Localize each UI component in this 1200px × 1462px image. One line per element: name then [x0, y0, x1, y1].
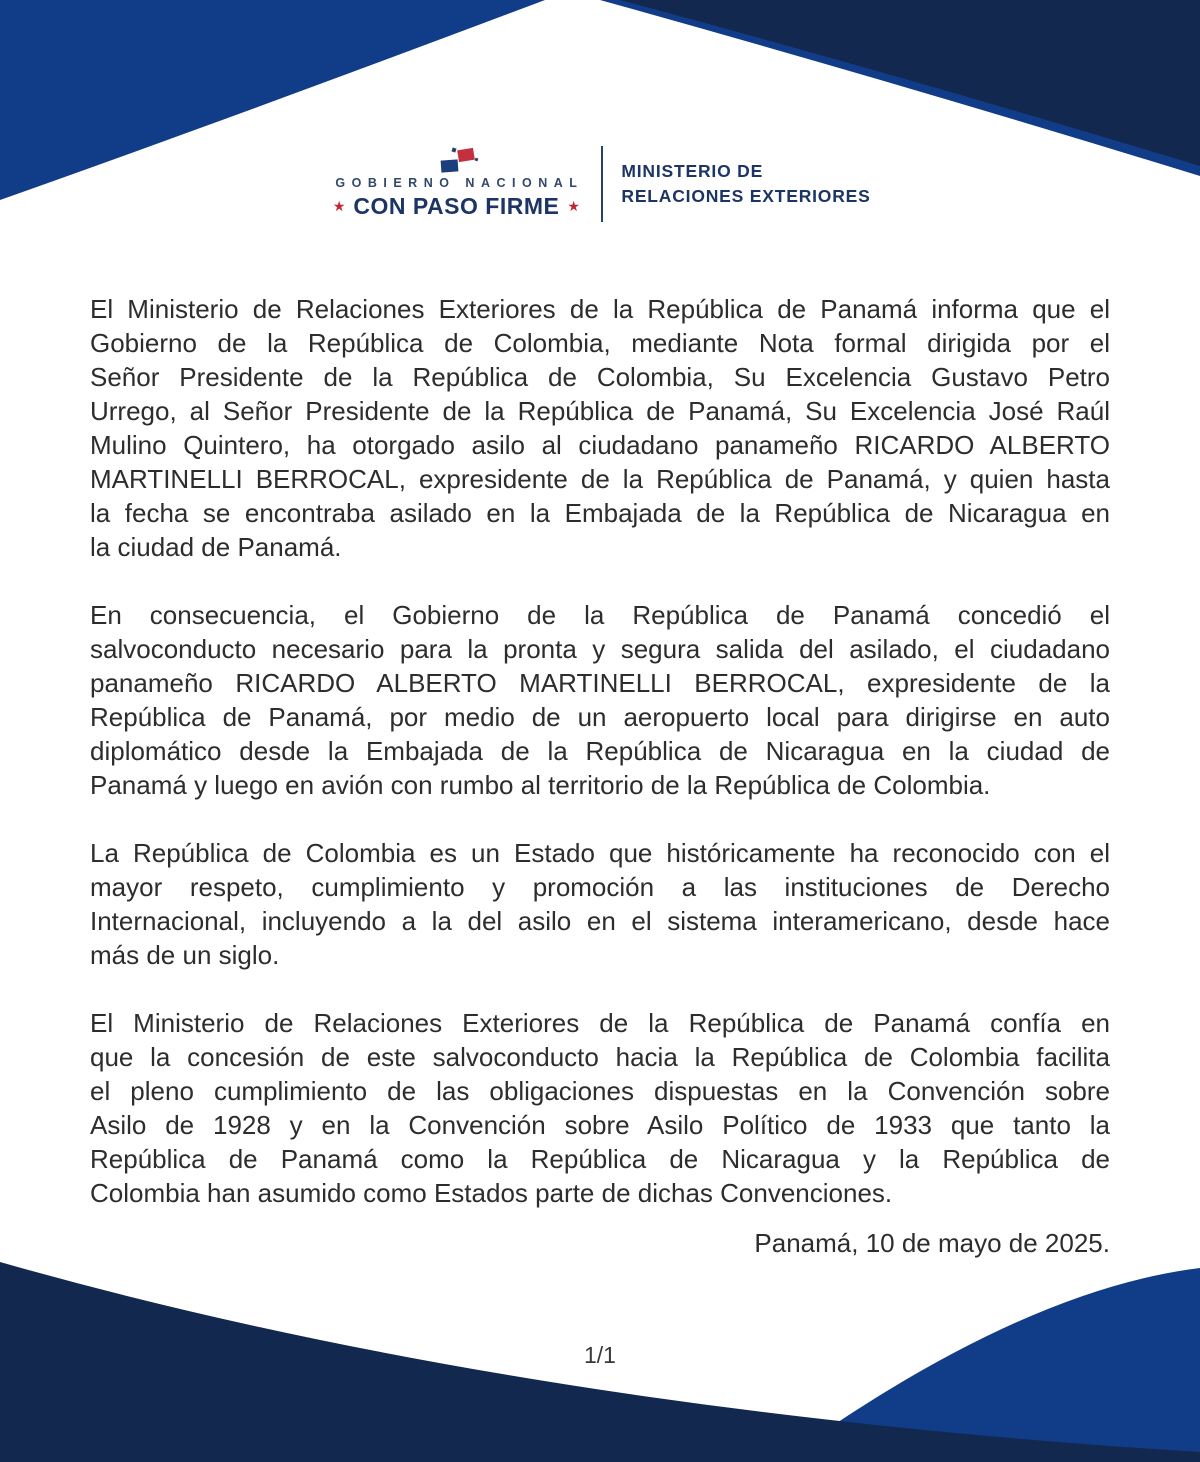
- panama-flag-icon: [432, 148, 480, 174]
- ministry-name: [621, 159, 870, 209]
- ministry-name-line1: MINISTERIO DE: [621, 161, 764, 181]
- dateline: Panamá, 10 de mayo de 2025.: [754, 1228, 1110, 1258]
- paragraph-line: Panamá y luego en avión con rumbo al territorio de la República de Colombia.: [90, 770, 991, 800]
- paragraph: [90, 836, 1110, 972]
- star-icon: ★: [567, 198, 580, 214]
- paragraph-line: más de un siglo.: [90, 940, 280, 970]
- paragraph-line: En consecuencia, el Gobierno de la República de Panamá concedió el: [90, 600, 1110, 630]
- paragraph-line: salvoconducto necesario para la pronta y segura salida del asilado, el ciudadano: [90, 634, 1110, 664]
- paragraph-line: Urrego, al Señor Presidente de la República de Panamá, Su Excelencia José Raúl: [90, 396, 1110, 426]
- government-logo: [329, 148, 583, 220]
- flag-blue-square: [441, 159, 459, 172]
- letterhead-divider: [601, 146, 603, 222]
- paragraph-line: el pleno cumplimiento de las obligaciones dispuestas en la Convención sobre: [90, 1076, 1110, 1106]
- paragraph-line: Asilo de 1928 y en la Convención sobre Asilo Político de 1933 que tanto la: [90, 1110, 1110, 1140]
- paragraph: [90, 598, 1110, 802]
- paragraph-line: Mulino Quintero, ha otorgado asilo al ciudadano panameño RICARDO ALBERTO: [90, 430, 1110, 460]
- flag-red-square: [458, 148, 476, 162]
- document-body: [90, 292, 1110, 1260]
- ministry-letterhead: [0, 146, 1200, 222]
- paragraph-line: El Ministerio de Relaciones Exteriores de la República de Panamá confía en: [90, 1008, 1110, 1038]
- paragraph-line: Internacional, incluyendo a la del asilo en el sistema interamericano, desde hace: [90, 906, 1110, 936]
- paragraph-line: El Ministerio de Relaciones Exteriores de la República de Panamá informa que el: [90, 294, 1110, 324]
- paragraph-line: República de Panamá, por medio de un aeropuerto local para dirigirse en auto: [90, 702, 1110, 732]
- ministry-name-line2: RELACIONES EXTERIORES: [621, 186, 871, 206]
- paragraph: [90, 1006, 1110, 1210]
- paragraph-line: mayor respeto, cumplimiento y promoción a las instituciones de Derecho: [90, 872, 1110, 902]
- paragraph: [90, 292, 1110, 564]
- paragraph-line: la fecha se encontraba asilado en la Embajada de la República de Nicaragua en: [90, 498, 1110, 528]
- paragraph-line: MARTINELLI BERROCAL, expresidente de la República de Panamá, y quien hasta: [90, 464, 1110, 494]
- flag-star-accent: [475, 158, 479, 162]
- paragraph-line: República de Panamá como la República de Nicaragua y la República de: [90, 1144, 1110, 1174]
- paragraph-line: Señor Presidente de la República de Colombia, Su Excelencia Gustavo Petro: [90, 362, 1110, 392]
- con-paso-firme-label: ★ CON PASO FIRME ★: [332, 193, 580, 219]
- gobierno-nacional-label: GOBIERNO NACIONAL: [335, 176, 584, 190]
- page-number: 1/1: [584, 1342, 616, 1368]
- paragraph-line: panameño RICARDO ALBERTO MARTINELLI BERROCAL, expresidente de la: [90, 668, 1110, 698]
- star-icon: ★: [332, 198, 346, 214]
- paragraph-line: que la concesión de este salvoconducto hacia la República de Colombia facilita: [90, 1042, 1110, 1072]
- paragraph-line: la ciudad de Panamá.: [90, 532, 342, 562]
- paragraph-line: La República de Colombia es un Estado que históricamente ha reconocido con el: [90, 838, 1110, 868]
- paragraph-line: Colombia han asumido como Estados parte de dichas Convenciones.: [90, 1178, 893, 1208]
- paragraph-line: diplomático desde la Embajada de la República de Nicaragua en la ciudad de: [90, 736, 1110, 766]
- paragraph-line: Gobierno de la República de Colombia, mediante Nota formal dirigida por el: [90, 328, 1110, 358]
